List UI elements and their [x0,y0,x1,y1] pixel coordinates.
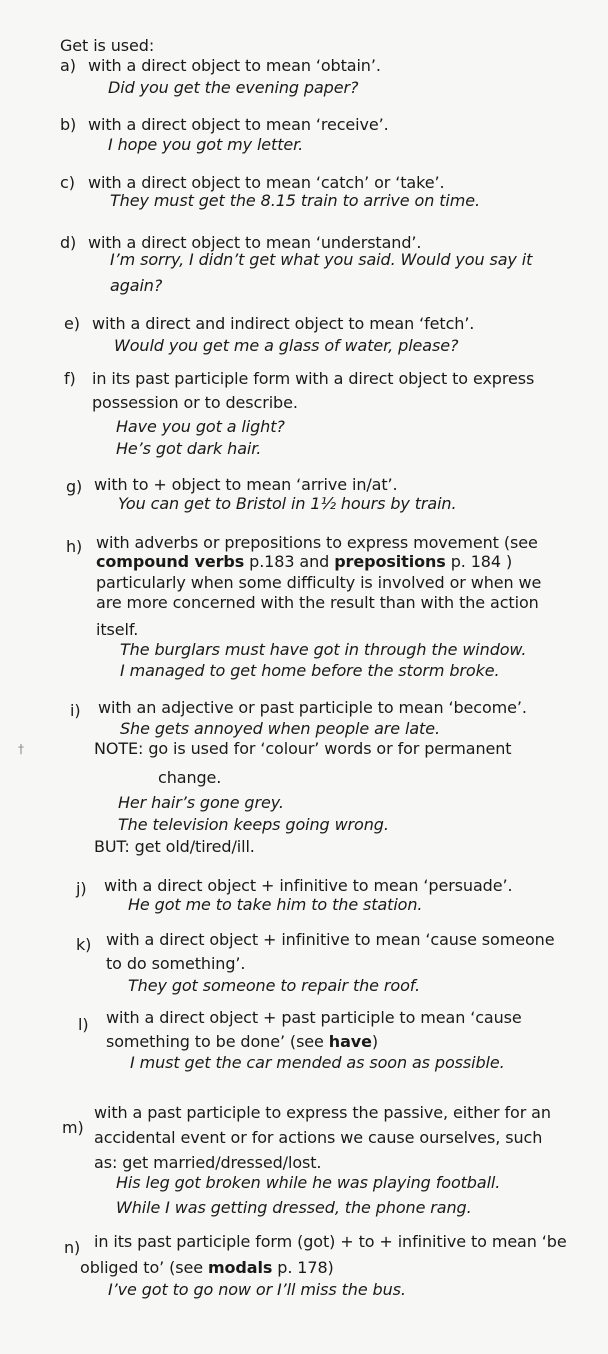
item-m-example-2: While I was getting dressed, the phone rang. [116,1198,472,1217]
item-d-example-2: again? [110,276,163,295]
item-n-letter: n) [64,1238,81,1257]
item-i-letter: i) [70,701,81,720]
item-h-desc-3: particularly when some difficulty is involved or when we [96,573,542,592]
item-h-desc-5: itself. [96,620,139,639]
item-l-desc-2-text: something to be done’ (see [106,1032,329,1051]
item-g-example: You can get to Bristol in 1½ hours by train. [118,494,457,513]
compound-verbs-ref: compound verbs [96,552,245,571]
item-a-desc: with a direct object to mean ‘obtain’. [88,56,381,75]
item-e-example: Would you get me a glass of water, please? [114,336,459,355]
item-m-example-1: His leg got broken while he was playing football. [116,1173,501,1192]
item-n-example: I’ve got to go now or I’ll miss the bus. [108,1280,406,1299]
item-l-desc-2 [106,1032,378,1052]
item-i-example-2: Her hair’s gone grey. [118,793,284,812]
item-h-example-1: The burglars must have got in through the window. [120,640,527,659]
item-l-desc-1: with a direct object + past participle to mean ‘cause [106,1008,522,1027]
item-h-page-ref-1: p.183 and [244,552,335,571]
item-m-letter: m) [62,1118,84,1137]
item-k-desc-1: with a direct object + infinitive to mean ‘cause someone [106,930,555,949]
item-l-example: I must get the car mended as soon as possible. [130,1053,505,1072]
item-f-example-1: Have you got a light? [116,417,285,436]
item-b-letter: b) [60,115,77,134]
item-h-example-2: I managed to get home before the storm broke. [120,661,500,680]
item-j-letter: j) [76,879,87,898]
item-g-desc: with to + object to mean ‘arrive in/at’. [94,475,398,494]
item-h-desc-2 [96,552,512,572]
item-h-letter: h) [66,537,83,556]
item-d-example-1: I’m sorry, I didn’t get what you said. Would you say it [110,250,533,269]
item-i-desc: with an adjective or past participle to mean ‘become’. [98,698,527,717]
item-h-page-ref-2: p. 184 ) [445,552,513,571]
item-n-desc-2 [80,1258,334,1278]
intro-heading: Get is used: [60,36,155,55]
item-i-example-3: The television keeps going wrong. [118,815,389,834]
item-h-desc-1: with adverbs or prepositions to express movement (see [96,533,538,552]
item-j-example: He got me to take him to the station. [128,895,423,914]
item-m-desc-3: as: get married/dressed/lost. [94,1153,322,1172]
item-e-desc: with a direct and indirect object to mean ‘fetch’. [92,314,475,333]
item-e-letter: e) [64,314,80,333]
item-f-example-2: He’s got dark hair. [116,439,262,458]
item-i-note-2: change. [158,768,222,787]
item-a-letter: a) [60,56,76,75]
item-m-desc-2: accidental event or for actions we cause ourselves, such [94,1128,543,1147]
item-c-example: They must get the 8.15 train to arrive on time. [110,191,480,210]
item-k-letter: k) [76,935,92,954]
item-d-letter: d) [60,233,77,252]
item-j-desc: with a direct object + infinitive to mean ‘persuade’. [104,876,513,895]
modals-ref: modals [207,1258,273,1277]
item-c-letter: c) [60,173,75,192]
item-g-letter: g) [66,477,83,496]
have-ref: have [328,1032,372,1051]
item-m-desc-1: with a past participle to express the passive, either for an [94,1103,551,1122]
item-l-letter: l) [78,1015,89,1034]
item-c-desc: with a direct object to mean ‘catch’ or ‘take’. [88,173,445,192]
item-l-desc-2-close: ) [371,1032,379,1051]
item-b-example: I hope you got my letter. [108,135,304,154]
item-n-desc-1: in its past participle form (got) + to + infinitive to mean ‘be [94,1232,567,1251]
item-f-desc-2: possession or to describe. [92,393,298,412]
item-f-desc-1: in its past participle form with a direct object to express [92,369,535,388]
item-i-note-1: NOTE: go is used for ‘colour’ words or for permanent [94,739,512,758]
item-a-example: Did you get the evening paper? [108,78,359,97]
item-k-example: They got someone to repair the roof. [128,976,421,995]
item-i-but: BUT: get old/tired/ill. [94,837,255,856]
item-i-example-1: She gets annoyed when people are late. [120,719,440,738]
item-n-desc-2-text: obliged to’ (see [80,1258,208,1277]
margin-mark: † [18,742,24,756]
item-n-desc-2-page: p. 178) [272,1258,334,1277]
item-h-desc-4: are more concerned with the result than with the action [96,593,539,612]
item-f-letter: f) [64,369,76,388]
item-k-desc-2: to do something’. [106,954,246,973]
item-d-desc: with a direct object to mean ‘understand’. [88,233,422,252]
item-b-desc: with a direct object to mean ‘receive’. [88,115,389,134]
prepositions-ref: prepositions [334,552,446,571]
